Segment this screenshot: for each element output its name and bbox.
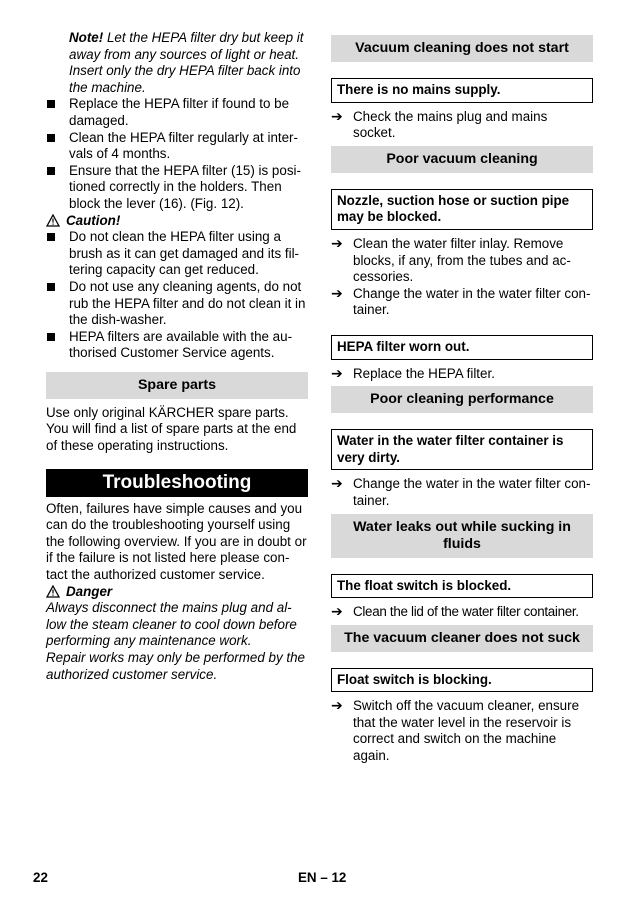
spare-parts-heading: Spare parts — [46, 372, 308, 399]
warning-triangle-icon — [46, 585, 60, 598]
right-arrow-icon: ➔ — [331, 365, 343, 382]
list-item: ➔ Switch off the vacuum cleaner, ensure that the water level in the reservoir is correct and switch on the machine again. — [331, 698, 580, 764]
bullet-list-1 — [46, 96, 308, 212]
action-list — [331, 236, 593, 319]
left-column — [46, 30, 308, 683]
right-arrow-icon: ➔ — [331, 476, 343, 493]
danger-text-2: Repair works may only be performed by the authorized customer service. — [46, 650, 305, 682]
right-arrow-icon: ➔ — [331, 235, 343, 252]
bullet-icon — [47, 134, 55, 142]
section-heading: Water leaks out while sucking in fluids — [331, 514, 593, 558]
list-item: HEPA filters are available with the au-thorised Customer Service agents. — [46, 329, 308, 362]
list-item: ➔ Change the water in the water filter con-tainer. — [331, 476, 591, 508]
action-list — [331, 476, 593, 509]
bullet-icon — [47, 100, 55, 108]
page-number: 22 — [33, 870, 48, 885]
danger-text-1: Always disconnect the mains plug and al-low the steam cleaner to cool down before performing any maintenance work. — [46, 600, 297, 649]
danger-label: Danger — [66, 583, 113, 599]
troubleshooting-text: Often, failures have simple causes and you can do the troubleshooting yourself using the following overview. If you are in doubt or if the failure is not listed here please con-tact the authorized customer service. — [46, 500, 307, 583]
list-item: ➔ Replace the HEPA filter. — [331, 365, 495, 382]
bullet-icon — [47, 333, 55, 341]
cause-box: Float switch is blocking. — [331, 668, 593, 693]
section-heading: Vacuum cleaning does not start — [331, 35, 593, 62]
list-item: ➔ Check the mains plug and mains socket. — [331, 108, 548, 141]
spare-parts-text: Use only original KÄRCHER spare parts. You will find a list of spare parts at the end of these operating instructions. — [46, 404, 297, 454]
right-arrow-icon: ➔ — [331, 604, 343, 621]
section-heading: Poor vacuum cleaning — [331, 146, 593, 173]
list-item: Replace the HEPA filter if found to be damaged. — [46, 96, 308, 129]
bullet-icon — [47, 233, 55, 241]
bullet-list-2 — [46, 229, 308, 362]
list-item: ➔ Change the water in the water filter con-tainer. — [331, 285, 591, 318]
bullet-icon — [47, 283, 55, 291]
list-item: Do not use any cleaning agents, do not rub the HEPA filter and do not clean it in the dish-washer. — [46, 279, 308, 329]
right-column — [331, 35, 593, 765]
note-paragraph — [46, 30, 308, 96]
troubleshooting-heading: Troubleshooting — [46, 469, 308, 497]
list-item: Clean the HEPA filter regularly at inter-vals of 4 months. — [46, 130, 308, 163]
right-arrow-icon: ➔ — [331, 108, 343, 125]
note-text: Let the HEPA filter dry but keep it away from any sources of light or heat. Insert only the dry HEPA filter back into the machine. — [69, 30, 304, 95]
right-arrow-icon: ➔ — [331, 698, 343, 715]
cause-box: Nozzle, suction hose or suction pipe may be blocked. — [331, 189, 593, 230]
cause-box: The float switch is blocked. — [331, 574, 593, 599]
section-heading: The vacuum cleaner does not suck — [331, 625, 593, 652]
caution-line — [46, 213, 308, 230]
note-label: Note! — [69, 30, 104, 45]
bullet-icon — [47, 167, 55, 175]
action-list — [331, 698, 593, 764]
list-item: ➔ Clean the water filter inlay. Remove blocks, if any, from the tubes and ac-cessories. — [331, 235, 571, 285]
caution-label: Caution! — [66, 212, 121, 228]
danger-line — [46, 584, 308, 601]
action-list — [331, 604, 593, 621]
right-arrow-icon: ➔ — [331, 285, 343, 302]
action-list — [331, 366, 593, 383]
warning-triangle-icon — [46, 214, 60, 227]
cause-box: HEPA filter worn out. — [331, 335, 593, 360]
action-list — [331, 109, 593, 142]
section-reference: EN – 12 — [298, 870, 347, 885]
list-item: ➔ Clean the lid of the water filter container. — [331, 604, 579, 621]
cause-box: Water in the water filter container is very dirty. — [331, 429, 593, 470]
list-item: Do not clean the HEPA filter using a brush as it can get damaged and its fil-tering capacity can get reduced. — [46, 229, 308, 279]
list-item: Ensure that the HEPA filter (15) is posi-tioned correctly in the holders. Then block the lever (16). (Fig. 12). — [46, 163, 308, 213]
cause-box: There is no mains supply. — [331, 78, 593, 103]
section-heading: Poor cleaning performance — [331, 386, 593, 413]
